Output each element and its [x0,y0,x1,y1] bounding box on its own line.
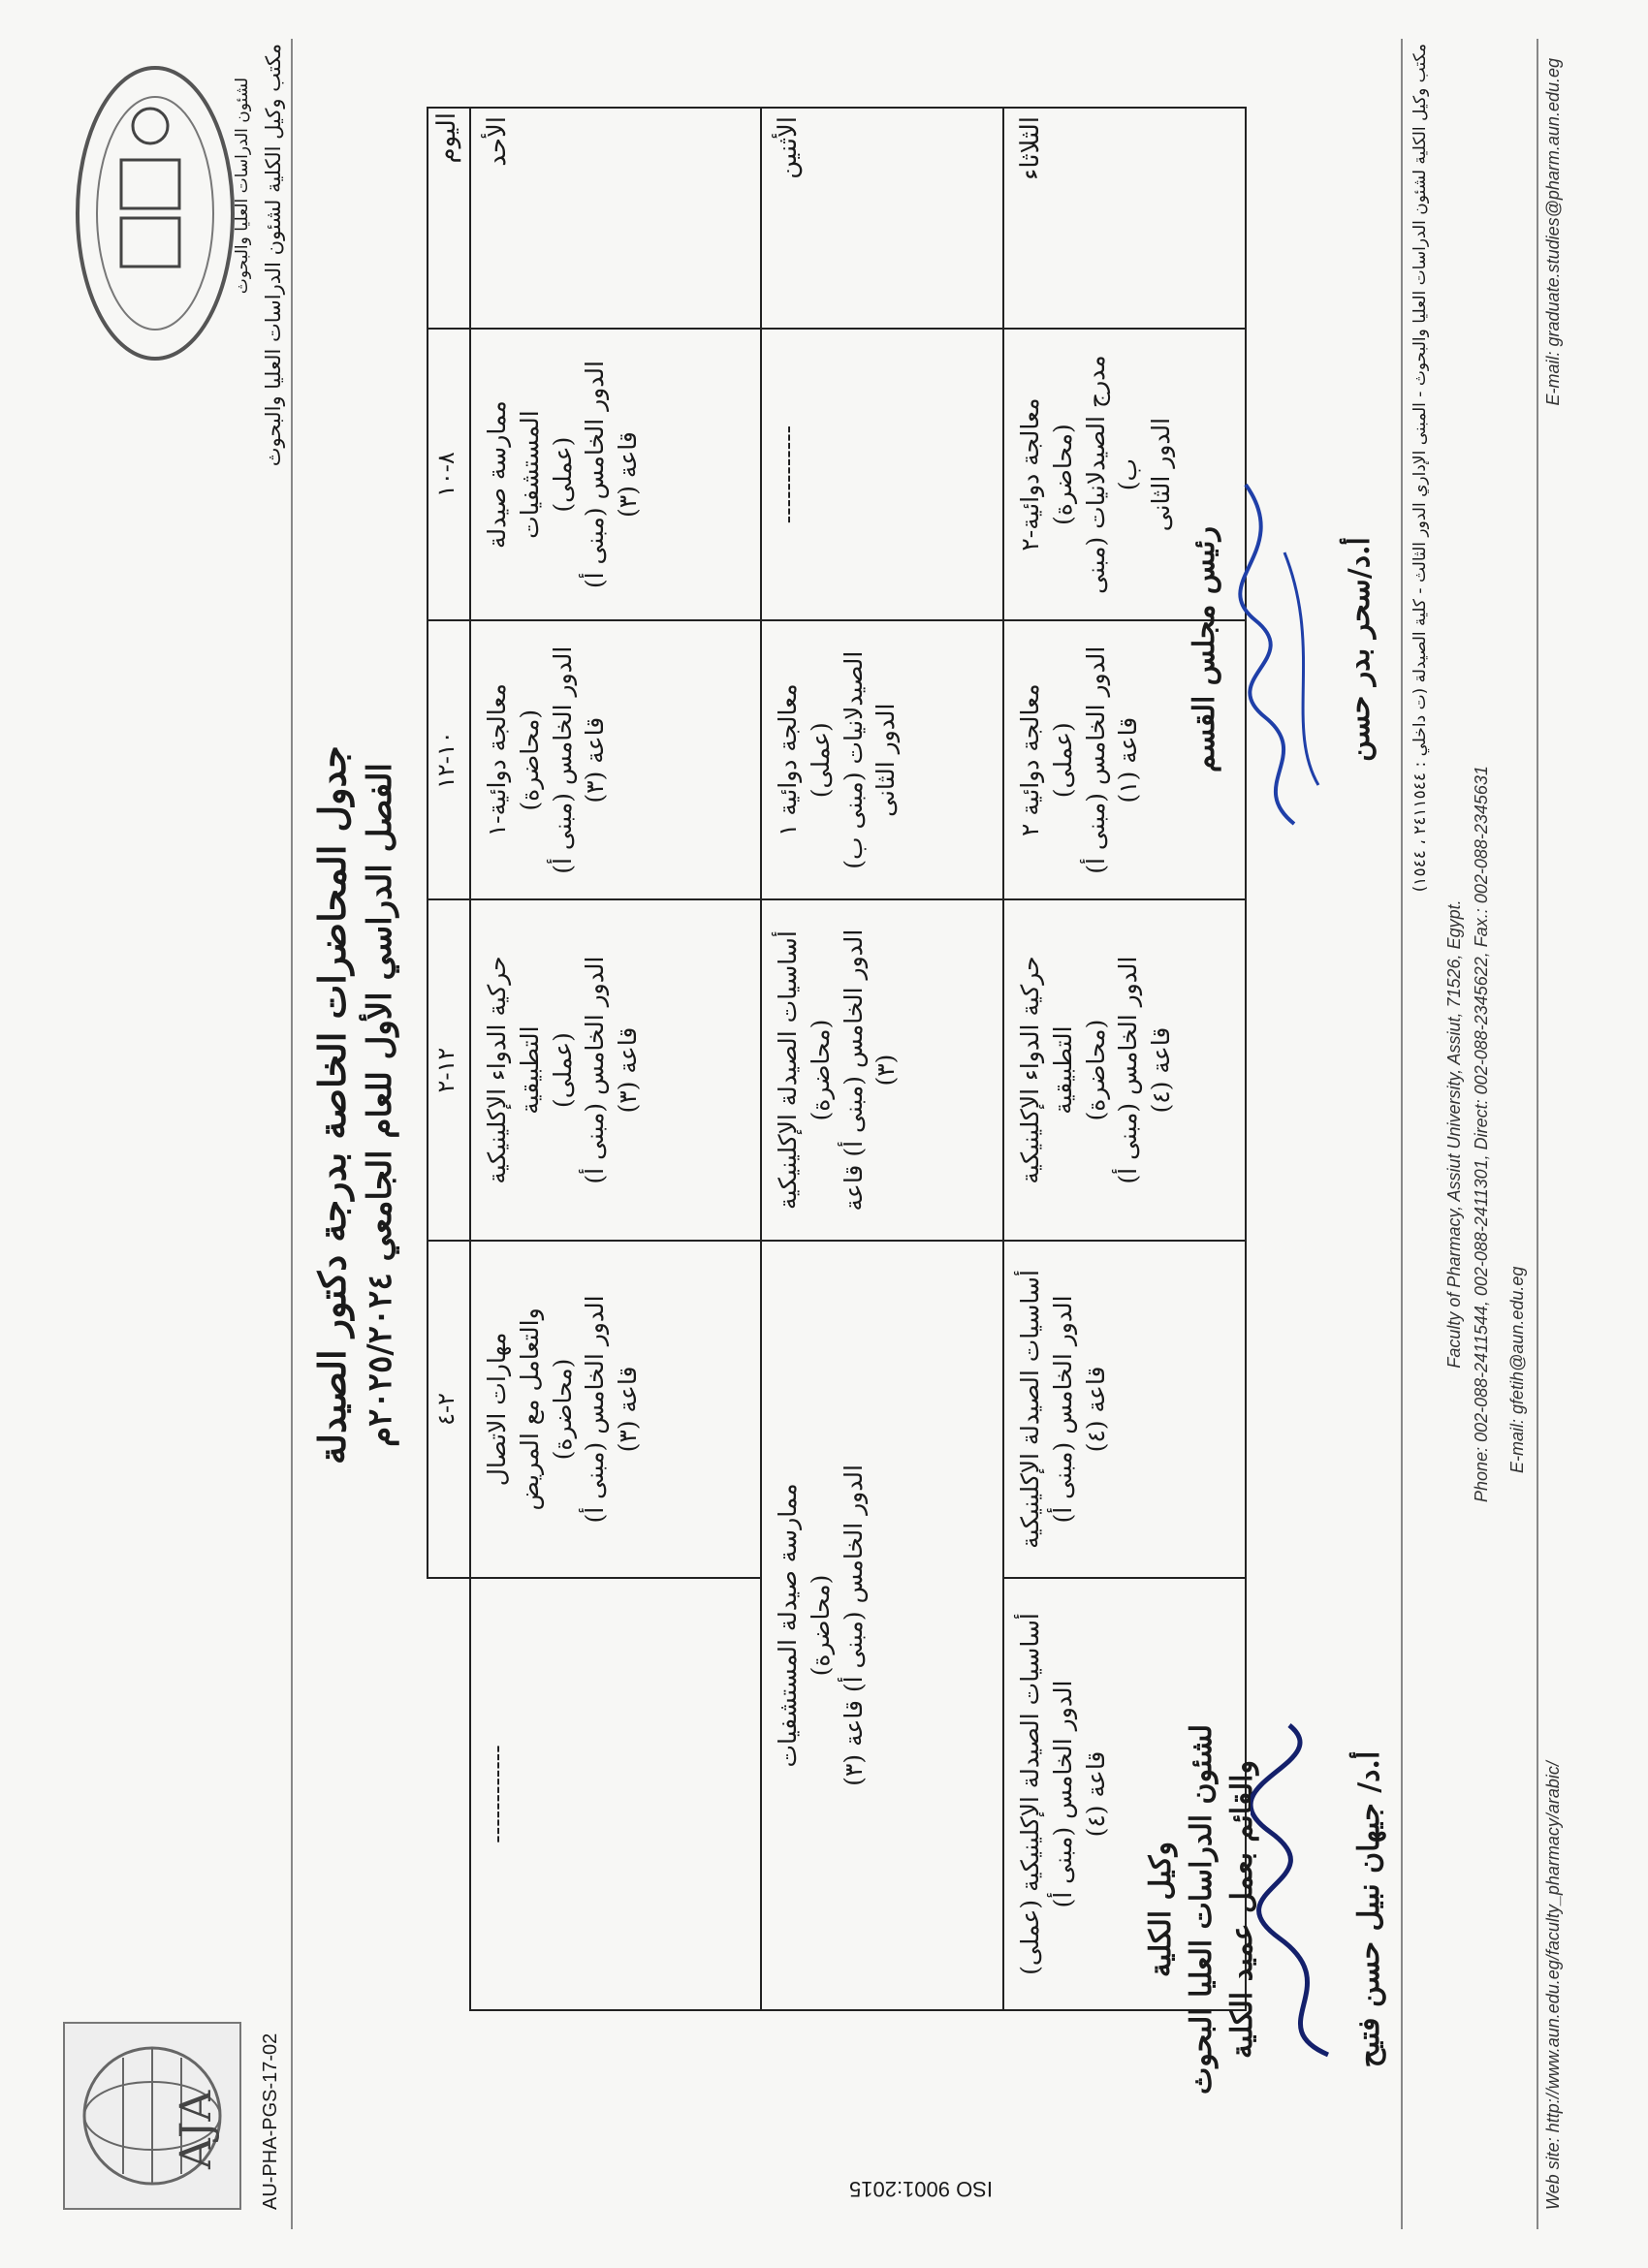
schedule-cell [470,1241,761,1578]
dept-head-title: رئيس مجلس القسم [1188,525,1221,773]
aja-logo [63,2022,241,2210]
cell-line: قاعة (١) [1114,716,1143,803]
cell-line: ب) [1114,457,1143,491]
vice-dean-signature [1251,1706,1357,2074]
footer-phone: Phone: 002-088-2411544, 002-088-2411301, Direct: 002-088-2345622, Fax.: 002-088-2345631 [1472,766,1491,1502]
cell-line: ------------ [483,1745,511,1843]
document-code: AU-PHA-PGS-17-02 [260,2032,281,2210]
cell-line: قاعة (٤) [1081,1750,1110,1838]
cell-line: الدور الخامس (مبنى أ) قاعة (٣) [839,1465,868,1786]
cell-line: الدور الخامس (مبنى أ) [1048,1680,1077,1908]
cell-line: قاعة (٣) [614,1026,642,1114]
cell-line: والتعامل مع المريض [515,1307,544,1511]
cell-line: (محاضرة) [1048,424,1077,525]
cell-line: (محاضرة) [806,1019,835,1121]
footer-arabic-address: مكتب وكيل الكلية لشئون الدراسات العليا والبحوث - المبنى الإداري الدور الثالث - كلية الصيدلة (ت داخلي : ٢٤١١٥٤٤ ، ١٥٤٤) [1410,44,1430,893]
cell-line: قاعة (٣) [614,1366,642,1453]
schedule-cell [761,1241,1003,2010]
cell-line: قاعة (٤) [1147,1026,1175,1114]
cell-line: الدور الخامس (مبنى أ) [1114,956,1143,1184]
cell-line: أساسيات الصيدلة الإكلينيكية [1016,1270,1044,1549]
header-day: اليوم [428,108,470,329]
seal-caption: لشئون الدراسات العليا والبحوث [233,78,252,295]
footer-email-2[interactable]: E-mail: graduate.studies@pharm.aun.edu.eg [1543,58,1563,406]
cell-line: (محاضرة) [1081,1019,1110,1121]
cell-line: (عملى) [1048,722,1077,799]
cell-line: ------------ [774,425,802,524]
office-header: مكتب وكيل الكلية لشئون الدراسات العليا والبحوث [262,44,285,467]
vice-dean-subtitle: لشئون الدراسات العليا البحوث [1185,1723,1219,2095]
day-cell: الأثنين [761,108,1003,329]
schedule-cell [761,620,1003,899]
schedule-cell [470,1578,761,2010]
cell-line: التطبيقية [515,1025,544,1115]
footer-rule [1401,39,1403,2229]
cell-line: مدرج الصيدلانيات (مبنى [1081,355,1110,594]
cell-line: المستشفيات [515,410,544,539]
cell-line: ممارسة صيدلة المستشفيات [774,1483,802,1768]
dept-head-name: أ.د/سحر بدر حسن [1343,537,1377,762]
footer-english-address: Faculty of Pharmacy, Assiut University, Assiut, 71526, Egypt. [1444,899,1464,1369]
cell-line: الدور الثانى [1147,417,1175,532]
cell-line: الدور الثانى [872,703,901,817]
cell-line: معالجة دوائية ١ [774,683,802,837]
schedule-title: جدول المحاضرات الخاصة بدرجة دكتور الصيدلة [310,745,354,1465]
semester-subtitle: الفصل الدراسي الأول للعام الجامعي ٢٠٢٥/٢٠٢٤م [361,763,399,1447]
cell-line: معالجة دوائية ٢ [1016,683,1044,837]
header-slot: ١٠-١٢ [428,620,470,899]
day-cell: الأحد [470,108,761,329]
cell-line: حركية الدواء الإكلينيكية [483,956,511,1184]
footer-email-1[interactable]: E-mail: gfetih@aun.edu.eg [1507,1266,1527,1473]
cell-line: الدور الخامس (مبنى أ) [1048,1295,1077,1524]
day-cell: الثلاثاء [1003,108,1246,329]
cell-line: الدور الخامس (مبنى أ) [581,1295,610,1524]
cell-line: التطبيقية [1048,1025,1077,1115]
schedule-cell [1003,899,1246,1241]
vice-dean-subtitle2: والقائم بعمل عميد الكلية [1225,1760,1259,2059]
cell-line: حركية الدواء الإكلينيكية [1016,956,1044,1184]
header-rule [291,39,293,2229]
vice-dean-title: وكيل الكلية [1144,1841,1178,1978]
table-header-row [428,108,470,2010]
cell-line: الدور الخامس (مبنى أ) قاعة [839,929,868,1212]
dept-head-signature [1226,456,1333,843]
table-row [761,108,1003,2010]
university-seal [73,58,247,368]
header-slot: ٢-٤ [428,1241,470,1578]
cell-line: معالجة دوائية-٢ [1016,397,1044,551]
footer-rule-2 [1537,39,1538,2229]
cell-line: (عملى) [806,722,835,799]
cell-line: (محاضرة) [515,709,544,811]
cell-line: الدور الخامس (مبنى أ) [548,646,577,874]
iso-stamp [368,2176,1474,2201]
cell-line: (محاضرة) [548,1358,577,1461]
table-row [470,108,761,2010]
cell-line: أساسيات الصيدلة الإكلينيكية (عملى) [1016,1613,1044,1975]
cell-line: (٣) [872,1054,901,1087]
aja-logo-text: AJA [172,2090,221,2169]
cell-line: قاعة (٤) [1081,1366,1110,1453]
schedule-cell [1003,1241,1246,1578]
iso-text: ISO 9001:2015 [849,2177,994,2201]
cell-line: الدور الخامس (مبنى أ) [1081,646,1110,874]
header-slot: ١٢-٢ [428,899,470,1241]
cell-line: أساسيات الصيدلة الإكلينيكية [774,930,802,1210]
schedule-cell [761,899,1003,1241]
schedule-cell [470,329,761,620]
cell-line: ممارسة صيدلة [483,400,511,549]
cell-line: معالجة دوائية-١ [483,683,511,837]
vice-dean-name: أ.د/ جيهان نبيل حسن فتيح [1352,1750,1386,2068]
cell-line: (محاضرة) [806,1574,835,1677]
cell-line: مهارات الاتصال [483,1332,511,1487]
cell-line: قاعة (٣) [614,431,642,518]
cell-line: الصيدلانيات (مبنى ب) [839,650,868,869]
header-slot: ٨-١٠ [428,329,470,620]
cell-line: (عملى) [548,1032,577,1109]
footer-website[interactable]: Web site: http://www.aun.edu.eg/faculty_pharmacy/arabic/ [1543,1761,1563,2210]
schedule-cell [470,620,761,899]
cell-line: الدور الخامس (مبنى أ) [581,361,610,589]
cell-line: قاعة (٣) [581,716,610,803]
schedule-cell [761,329,1003,620]
schedule-table [427,107,1247,2011]
cell-line: (عملى) [548,436,577,513]
cell-line: الدور الخامس (مبنى أ) [581,956,610,1184]
schedule-cell [470,899,761,1241]
